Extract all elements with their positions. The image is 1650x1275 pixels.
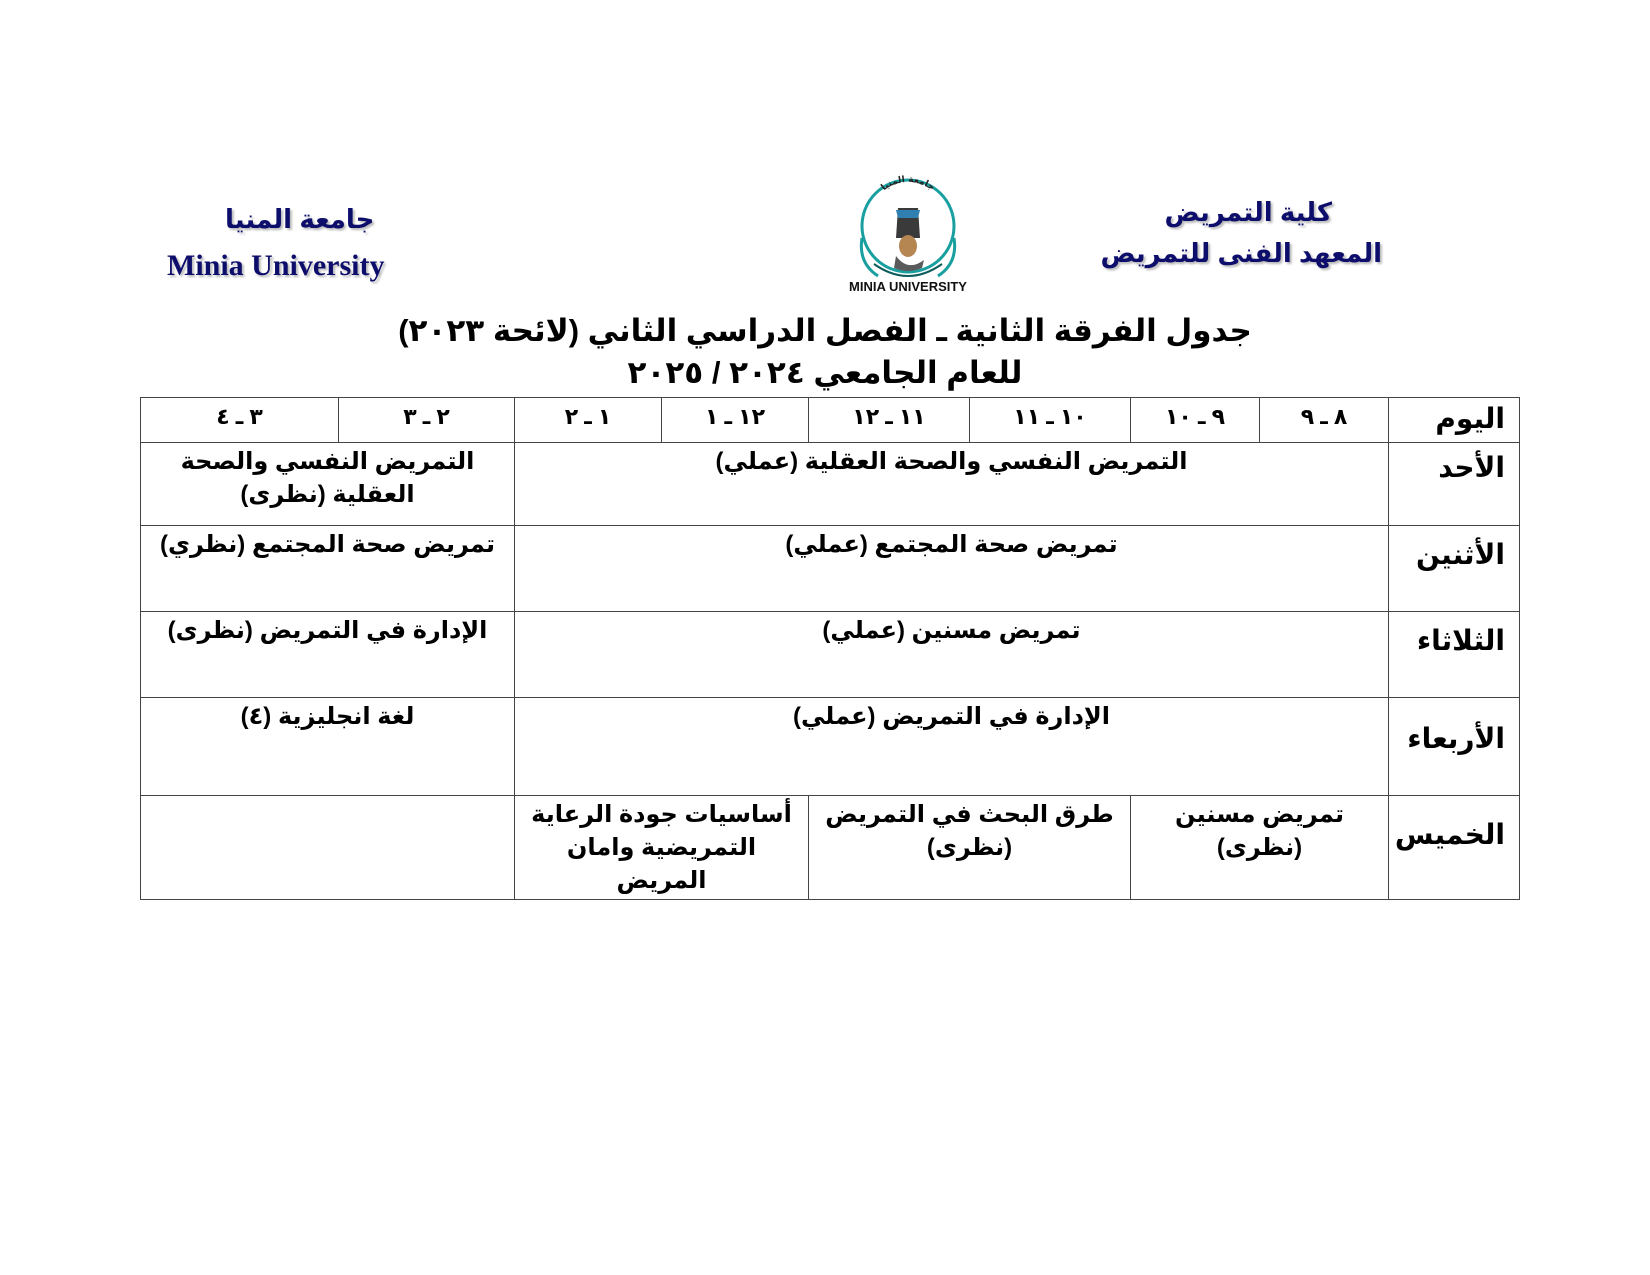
time-slot-header: ١ ـ ٢ xyxy=(515,398,662,443)
class-cell: لغة انجليزية (٤) xyxy=(141,698,515,796)
academic-year: للعام الجامعي ٢٠٢٤ / ٢٠٢٥ xyxy=(627,355,1023,390)
schedule-title: جدول الفرقة الثانية ـ الفصل الدراسي الثاني (لائحة ٢٠٢٣) xyxy=(398,313,1252,348)
university-name-english: Minia University xyxy=(167,249,385,282)
day-column-header: اليوم xyxy=(1389,398,1520,443)
table-row xyxy=(141,698,1520,796)
institute-name: المعهد الفنى للتمريض xyxy=(1100,238,1382,268)
class-cell: تمريض مسنين (عملي) xyxy=(515,612,1389,698)
header-row xyxy=(141,398,1520,443)
svg-text:جامعة المنيا: جامعة المنيا xyxy=(879,174,937,194)
class-cell: تمريض مسنين (نظرى) xyxy=(1131,796,1389,900)
class-cell: أساسيات جودة الرعاية التمريضية وامان المريض xyxy=(515,796,809,900)
table-row xyxy=(141,443,1520,526)
day-label: الخميس xyxy=(1389,796,1520,900)
svg-text:MINIA UNIVERSITY: MINIA UNIVERSITY xyxy=(849,279,967,294)
table-row xyxy=(141,526,1520,612)
class-cell: الإدارة في التمريض (عملي) xyxy=(515,698,1389,796)
day-label: الأحد xyxy=(1389,443,1520,526)
empty-cell xyxy=(141,796,515,900)
class-cell: التمريض النفسي والصحة العقلية (نظرى) xyxy=(141,443,515,526)
college-name: كلية التمريض xyxy=(1164,197,1332,227)
day-label: الأربعاء xyxy=(1389,698,1520,796)
table-row xyxy=(141,796,1520,900)
class-cell: تمريض صحة المجتمع (عملي) xyxy=(515,526,1389,612)
time-slot-header: ١١ ـ ١٢ xyxy=(809,398,970,443)
class-cell: تمريض صحة المجتمع (نظري) xyxy=(141,526,515,612)
time-slot-header: ١٠ ـ ١١ xyxy=(970,398,1131,443)
schedule-table xyxy=(140,397,1520,900)
university-logo xyxy=(848,168,968,298)
class-cell: الإدارة في التمريض (نظرى) xyxy=(141,612,515,698)
time-slot-header: ١٢ ـ ١ xyxy=(662,398,809,443)
time-slot-header: ٩ ـ ١٠ xyxy=(1131,398,1260,443)
day-label: الأثنين xyxy=(1389,526,1520,612)
table-row xyxy=(141,612,1520,698)
class-cell: التمريض النفسي والصحة العقلية (عملي) xyxy=(515,443,1389,526)
time-slot-header: ٢ ـ ٣ xyxy=(339,398,515,443)
day-label: الثلاثاء xyxy=(1389,612,1520,698)
class-cell: طرق البحث في التمريض (نظرى) xyxy=(809,796,1131,900)
time-slot-header: ٨ ـ ٩ xyxy=(1260,398,1389,443)
time-slot-header: ٣ ـ ٤ xyxy=(141,398,339,443)
university-name-arabic: جامعة المنيا xyxy=(225,204,375,234)
